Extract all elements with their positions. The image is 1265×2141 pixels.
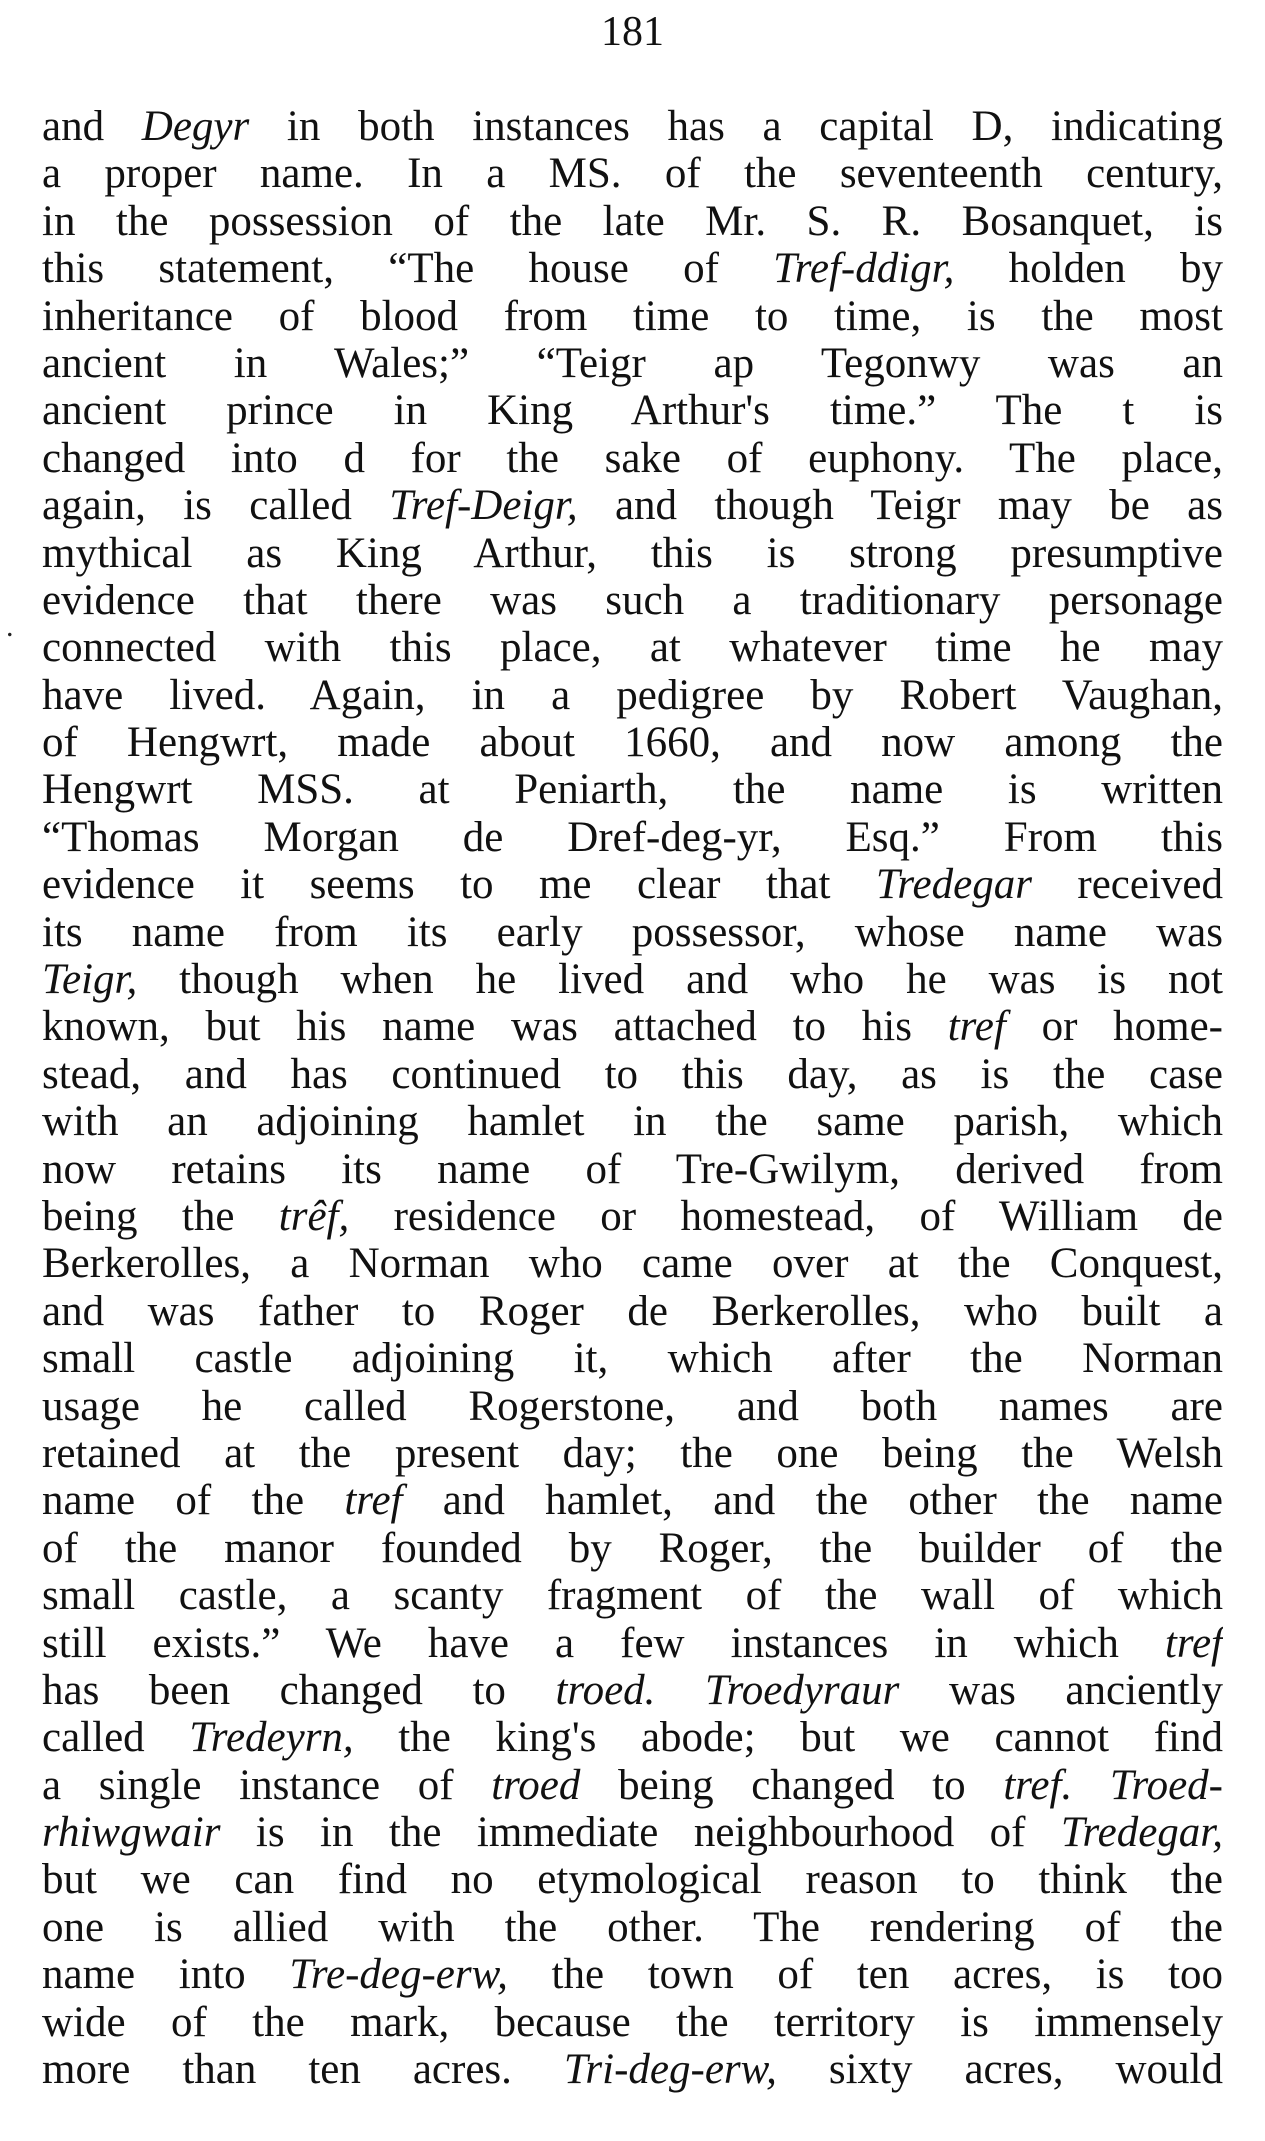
text-segment: mythical as King Arthur, this is strong presumptive — [42, 529, 1223, 577]
text-segment: name into — [42, 1951, 290, 1999]
text-line — [42, 577, 1223, 624]
italic-text: Degyr — [141, 103, 250, 150]
text-segment: was anciently — [899, 1666, 1223, 1714]
text-segment: and though Teigr may be as — [577, 482, 1223, 530]
italic-text: tref — [947, 1003, 1006, 1051]
italic-text: Tri-deg-erw, — [563, 2046, 777, 2094]
text-line — [42, 530, 1223, 577]
italic-text: Tredegar — [875, 861, 1032, 909]
text-line — [42, 624, 1223, 671]
text-segment: its name from its early possessor, whose name was — [42, 908, 1223, 956]
text-segment: small castle, a scanty fragment of the wall of which — [42, 1572, 1223, 1620]
text-segment: “Thomas Morgan de Dref-deg-yr, Esq.” From this — [42, 813, 1223, 861]
text-line — [42, 719, 1223, 766]
text-line — [42, 1003, 1223, 1050]
text-segment: ancient prince in King Arthur's time.” The t is — [42, 387, 1223, 435]
text-segment — [655, 1667, 705, 1714]
text-segment: have lived. Again, in a pedigree by Robert Vaughan, — [42, 671, 1223, 719]
italic-text: trêf, — [278, 1192, 350, 1240]
text-segment: inheritance of blood from time to time, is the most — [42, 292, 1223, 340]
text-line — [42, 861, 1223, 908]
italic-text: rhiwgwair — [42, 1809, 221, 1857]
text-segment: in both instances has a capital D, indicating — [249, 103, 1223, 150]
text-segment: of Hengwrt, made about 1660, and now among the — [42, 719, 1223, 767]
italic-text: Troedyraur — [705, 1666, 900, 1714]
italic-text: Tref-ddigr, — [773, 245, 955, 293]
text-segment: or home- — [1005, 1003, 1223, 1051]
text-segment: a proper name. In a MS. of the seventeenth century, — [42, 150, 1223, 198]
text-segment: retained at the present day; the one being the Welsh — [42, 1429, 1223, 1477]
italic-text: Teigr, — [42, 956, 138, 1004]
text-segment: but we can find no etymological reason to think the — [42, 1856, 1223, 1904]
text-segment: a single instance of — [42, 1761, 492, 1809]
italic-text: Tredegar, — [1060, 1809, 1223, 1857]
italic-text: troed — [491, 1761, 581, 1809]
text-line — [42, 103, 1223, 150]
text-segment: evidence it seems to me clear that — [42, 861, 876, 909]
italic-text: Tref-Deigr, — [389, 482, 578, 530]
text-line — [42, 1383, 1223, 1430]
text-segment: called — [42, 1714, 190, 1762]
text-segment: residence or homestead, of William de — [349, 1192, 1223, 1240]
text-segment: the town of ten acres, is too — [507, 1951, 1223, 1999]
text-line — [42, 1335, 1223, 1382]
italic-text: troed. — [555, 1666, 656, 1714]
italic-text: tref. — [1003, 1761, 1073, 1809]
text-line — [42, 387, 1223, 434]
text-line — [42, 1430, 1223, 1477]
text-segment: the king's abode; but we cannot find — [353, 1714, 1223, 1762]
text-line — [42, 198, 1223, 245]
text-line — [42, 814, 1223, 861]
text-segment: and was father to Roger de Berkerolles, who built a — [42, 1287, 1223, 1335]
text-segment: still exists.” We have a few instances in which — [42, 1619, 1165, 1667]
text-segment: and — [42, 103, 142, 150]
text-segment: Hengwrt MSS. at Peniarth, the name is written — [42, 766, 1223, 814]
text-segment: evidence that there was such a traditionary personage — [42, 576, 1223, 624]
text-line — [42, 909, 1223, 956]
text-line — [42, 1477, 1223, 1524]
italic-text: Troed- — [1109, 1761, 1223, 1809]
text-segment: with an adjoining hamlet in the same parish, which — [42, 1098, 1223, 1146]
page-number: 181 — [601, 9, 664, 55]
text-segment: being the — [42, 1192, 279, 1240]
text-line — [42, 435, 1223, 482]
text-line — [42, 766, 1223, 813]
text-segment: holden by — [954, 245, 1223, 293]
text-line — [42, 1620, 1223, 1667]
text-segment: name of the — [42, 1477, 345, 1525]
text-segment: small castle adjoining it, which after the Norman — [42, 1335, 1223, 1383]
text-line — [42, 150, 1223, 197]
text-line — [42, 1051, 1223, 1098]
text-segment: is in the immediate neighbourhood of — [220, 1809, 1061, 1857]
text-segment: has been changed to — [42, 1666, 556, 1714]
body-text — [42, 103, 1223, 2093]
text-segment: of the manor founded by Roger, the builder of the — [42, 1524, 1223, 1572]
text-segment: wide of the mark, because the territory is immensely — [42, 1998, 1223, 2046]
text-segment: in the possession of the late Mr. S. R. Bosanquet, is — [42, 197, 1223, 245]
text-line — [42, 1999, 1223, 2046]
text-line — [42, 1762, 1223, 1809]
text-line — [42, 1572, 1223, 1619]
text-segment: and hamlet, and the other the name — [402, 1477, 1223, 1525]
text-segment — [1072, 1762, 1110, 1809]
text-segment: usage he called Rogerstone, and both names are — [42, 1382, 1223, 1430]
italic-text: Tre-deg-erw, — [289, 1951, 508, 1999]
text-line — [42, 1809, 1223, 1856]
text-segment: one is allied with the other. The rendering of the — [42, 1903, 1223, 1951]
text-line — [42, 1240, 1223, 1287]
text-line — [42, 245, 1223, 292]
text-line — [42, 956, 1223, 1003]
text-segment: Berkerolles, a Norman who came over at the Conquest, — [42, 1240, 1223, 1288]
text-segment: changed into d for the sake of euphony. The place, — [42, 434, 1223, 482]
text-line — [42, 340, 1223, 387]
text-segment: sixty acres, would — [776, 2046, 1223, 2094]
text-line — [42, 482, 1223, 529]
italic-text: tref — [1164, 1619, 1223, 1667]
text-line — [42, 2046, 1223, 2093]
text-segment: connected with this place, at whatever time he may — [42, 624, 1223, 672]
text-segment: more than ten acres. — [42, 2046, 564, 2094]
text-segment: though when he lived and who he was is not — [137, 956, 1223, 1004]
text-line — [42, 1951, 1223, 1998]
text-segment: known, but his name was attached to his — [42, 1003, 948, 1051]
text-line — [42, 1146, 1223, 1193]
text-line — [42, 1193, 1223, 1240]
text-line — [42, 1904, 1223, 1951]
text-line — [42, 1856, 1223, 1903]
text-segment: stead, and has continued to this day, as is the case — [42, 1050, 1223, 1098]
italic-text: Tredeyrn, — [189, 1714, 354, 1762]
text-segment: again, is called — [42, 482, 390, 530]
text-segment: this statement, “The house of — [42, 245, 774, 293]
text-line — [42, 672, 1223, 719]
text-line — [42, 293, 1223, 340]
text-segment: received — [1031, 861, 1223, 909]
text-segment: being changed to — [580, 1761, 1004, 1809]
text-segment: now retains its name of Tre-Gwilym, derived from — [42, 1145, 1223, 1193]
text-line — [42, 1525, 1223, 1572]
text-line — [42, 1667, 1223, 1714]
italic-text: tref — [344, 1477, 403, 1525]
text-line — [42, 1098, 1223, 1145]
text-segment: ancient in Wales;” “Teigr ap Tegonwy was an — [42, 339, 1223, 387]
text-line — [42, 1714, 1223, 1761]
text-line — [42, 1288, 1223, 1335]
stray-mark: . — [6, 610, 14, 643]
